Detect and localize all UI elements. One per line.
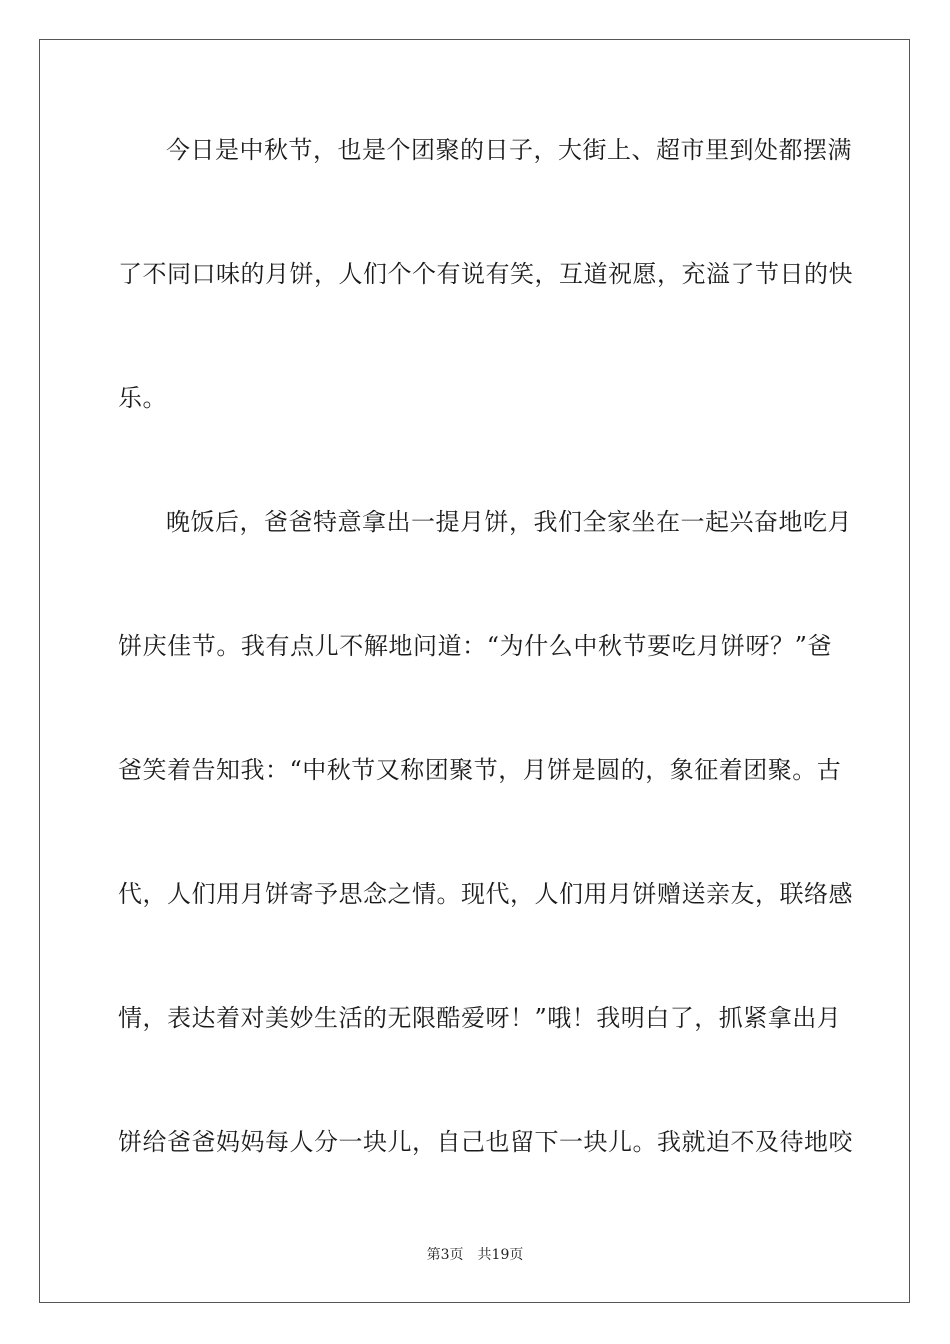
paragraph-line: 饼给爸爸妈妈每人分一块儿，自己也留下一块儿。我就迫不及待地咬 (118, 1128, 853, 1156)
paragraph-line: 今日是中秋节，也是个团聚的日子，大街上、超市里到处都摆满 (166, 136, 852, 164)
paragraph-line: 爸笑着告知我：“中秋节又称团聚节，月饼是圆的，象征着团聚。古 (118, 756, 842, 784)
page-number: 第3页 (426, 1247, 464, 1263)
paragraph-line: 了不同口味的月饼，人们个个有说有笑，互道祝愿，充溢了节日的快 (118, 260, 853, 288)
page-total: 共19页 (477, 1247, 524, 1263)
paragraph-line: 代，人们用月饼寄予思念之情。现代，人们用月饼赠送亲友，联络感 (118, 880, 853, 908)
paragraph-line: 晚饭后，爸爸特意拿出一提月饼，我们全家坐在一起兴奋地吃月 (166, 508, 852, 536)
page-footer (0, 1246, 950, 1264)
paragraph-line: 情，表达着对美妙生活的无限酷爱呀！”哦！我明白了，抓紧拿出月 (118, 1004, 842, 1032)
paragraph-line: 饼庆佳节。我有点儿不解地问道：“为什么中秋节要吃月饼呀？”爸 (118, 632, 832, 660)
page-border (39, 39, 910, 1303)
paragraph-line: 乐。 (118, 384, 167, 412)
